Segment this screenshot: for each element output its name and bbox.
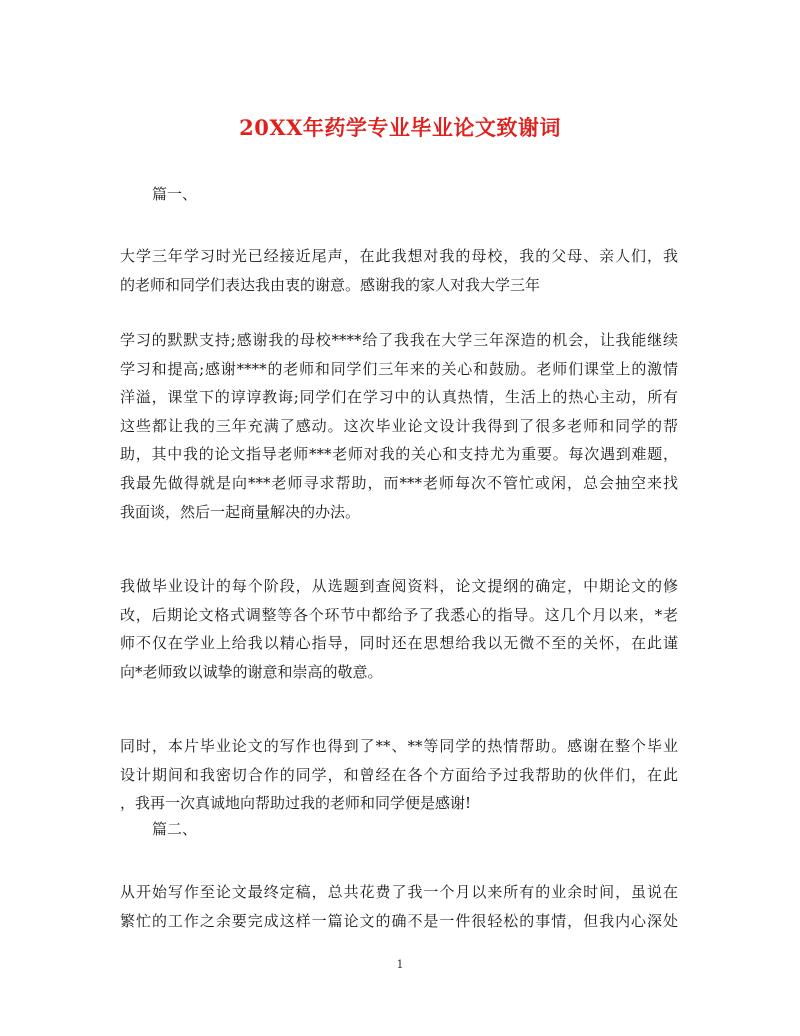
paragraph-line: 我做毕业设计的每个阶段，从选题到查阅资料，论文提纲的确定，中期论文的修 [120, 577, 678, 595]
paragraph-line: 我最先做得就是向***老师寻求帮助，而***老师每次不管忙或闲，总会抽空来找 [120, 473, 678, 492]
paragraph-4 [120, 732, 678, 818]
paragraph-line: 繁忙的工作之余要完成这样一篇论文的确不是一件很轻松的事情，但我内心深处 [120, 911, 678, 930]
paragraph-line: 向*老师致以诚挚的谢意和崇高的敬意。 [120, 662, 383, 681]
section-heading-2: 篇二、 [152, 820, 198, 838]
paragraph-line: 这些都让我的三年充满了感动。这次毕业论文设计我得到了很多老师和同学的帮 [120, 416, 678, 435]
paragraph-line: 大学三年学习时光已经接近尾声，在此我想对我的母校，我的父母、亲人们，我 [120, 247, 678, 265]
paragraph-5 [120, 878, 678, 935]
paragraph-3 [120, 572, 678, 686]
paragraph-line: 我面谈，然后一起商量解决的办法。 [120, 502, 361, 521]
paragraph-line: ，我再一次真诚地向帮助过我的老师和同学便是感谢! [120, 794, 472, 813]
paragraph-2 [120, 326, 678, 526]
paragraph-line: 助，其中我的论文指导老师***老师对我的关心和支持尤为重要。每次遇到难题， [120, 445, 678, 464]
document-title: 20XX年药学专业毕业论文致谢词 [239, 115, 561, 140]
paragraph-line: 的老师和同学们表达我由衷的谢意。感谢我的家人对我大学三年 [120, 275, 541, 294]
paragraph-line: 洋溢，课堂下的谆谆教诲;同学们在学习中的认真热情，生活上的热心主动，所有 [120, 388, 678, 407]
paragraph-line: 师不仅在学业上给我以精心指导，同时还在思想给我以无微不至的关怀，在此谨 [120, 634, 678, 653]
paragraph-line: 同时，本片毕业论文的写作也得到了**、**等同学的热情帮助。感谢在整个毕业 [120, 737, 678, 755]
paragraph-1 [120, 242, 678, 299]
paragraph-line: 改，后期论文格式调整等各个环节中都给予了我悉心的指导。这几个月以来，*老 [120, 605, 678, 624]
paragraph-line: 设计期间和我密切合作的同学，和曾经在各个方面给予过我帮助的伙伴们，在此 [120, 765, 678, 784]
paragraph-line: 学习和提高;感谢****的老师和同学们三年来的关心和鼓励。老师们课堂上的激情 [120, 359, 678, 378]
page-number: 1 [396, 958, 404, 971]
section-heading-1: 篇一、 [152, 185, 198, 203]
paragraph-line: 学习的默默支持;感谢我的母校****给了我我在大学三年深造的机会，让我能继续 [120, 331, 678, 349]
paragraph-line: 从开始写作至论文最终定稿，总共花费了我一个月以来所有的业余时间，虽说在 [120, 883, 678, 901]
